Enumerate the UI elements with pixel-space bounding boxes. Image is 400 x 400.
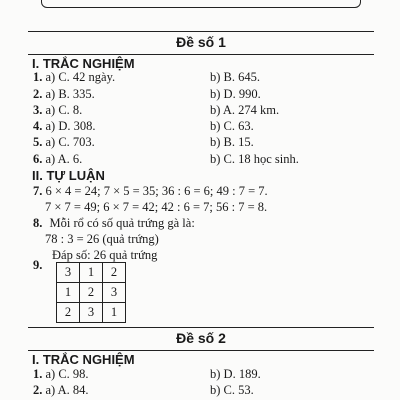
answer-a: a) C. 703. — [45, 135, 95, 149]
row-number: 3. — [33, 103, 43, 117]
grid-cell: 2 — [80, 283, 103, 303]
answer-b: b) B. 645. — [210, 70, 260, 84]
answer-a: a) D. 308. — [45, 119, 96, 133]
answer-b: b) D. 189. — [210, 367, 261, 381]
question-8 — [33, 216, 195, 231]
answer-a: a) A. 6. — [45, 152, 83, 166]
grid-row — [57, 283, 126, 303]
q8-answer: Đáp số: 26 quả trứng — [52, 248, 158, 262]
exam1-title: Đề số 1 — [176, 34, 226, 50]
q7-line1: 6 × 4 = 24; 7 × 5 = 35; 36 : 6 = 6; 49 : 7 = 7. — [45, 184, 268, 198]
row-number: 2. — [33, 383, 43, 397]
grid-row — [57, 263, 126, 283]
top-frame — [41, 0, 361, 8]
row-number: 1. — [33, 70, 43, 84]
exam1-part1-heading: I. TRẮC NGHIỆM — [32, 56, 135, 71]
q8-text: Mỗi rổ có số quả trứng gà là: — [49, 216, 195, 230]
grid-cell: 3 — [57, 263, 80, 283]
question-9-number: 9. — [33, 258, 43, 272]
answer-b: b) A. 274 km. — [210, 103, 280, 117]
grid-cell: 1 — [103, 303, 126, 323]
grid-row — [57, 303, 126, 323]
answer-row — [33, 87, 95, 102]
answer-a: a) C. 8. — [45, 103, 83, 117]
grid-cell: 2 — [57, 303, 80, 323]
q8-calc: 78 : 3 = 26 (quả trứng) — [45, 232, 159, 246]
answer-row — [33, 383, 89, 398]
grid-cell: 3 — [80, 303, 103, 323]
row-number: 2. — [33, 87, 43, 101]
grid-cell: 1 — [80, 263, 103, 283]
answer-row — [33, 135, 95, 150]
exam2-title: Đề số 2 — [176, 330, 226, 346]
answer-b: b) D. 990. — [210, 87, 261, 101]
q7-line2: 7 × 7 = 49; 6 × 7 = 42; 42 : 6 = 7; 56 : 7 = 8. — [45, 200, 268, 214]
row-number: 5. — [33, 135, 43, 149]
answer-b: b) C. 18 học sinh. — [210, 152, 299, 166]
row-number: 6. — [33, 152, 43, 166]
exam1-part2-heading: II. TỰ LUẬN — [32, 168, 105, 183]
row-number: 1. — [33, 367, 43, 381]
answer-b: b) C. 63. — [210, 119, 254, 133]
answer-b: b) B. 15. — [210, 135, 254, 149]
exam1-heading-bar — [28, 31, 374, 55]
answer-row — [33, 152, 82, 167]
question-number: 7. — [33, 184, 43, 198]
grid-cell: 1 — [57, 283, 80, 303]
answer-row — [33, 103, 82, 118]
exam2-heading-bar — [28, 327, 374, 351]
answer-a: a) C. 42 ngày. — [45, 70, 116, 84]
question-number: 8. — [33, 216, 43, 230]
grid-cell: 2 — [103, 263, 126, 283]
answer-a: a) C. 98. — [45, 367, 89, 381]
row-number: 4. — [33, 119, 43, 133]
grid-cell: 3 — [103, 283, 126, 303]
answer-b: b) C. 53. — [210, 383, 254, 397]
exam2-part1-heading: I. TRẮC NGHIỆM — [32, 352, 135, 367]
answer-row — [33, 119, 96, 134]
question-7 — [33, 184, 268, 199]
answer-row — [33, 70, 115, 85]
answer-row — [33, 367, 89, 382]
answer-a: a) A. 84. — [45, 383, 89, 397]
latin-square-grid — [56, 262, 126, 323]
answer-a: a) B. 335. — [45, 87, 95, 101]
